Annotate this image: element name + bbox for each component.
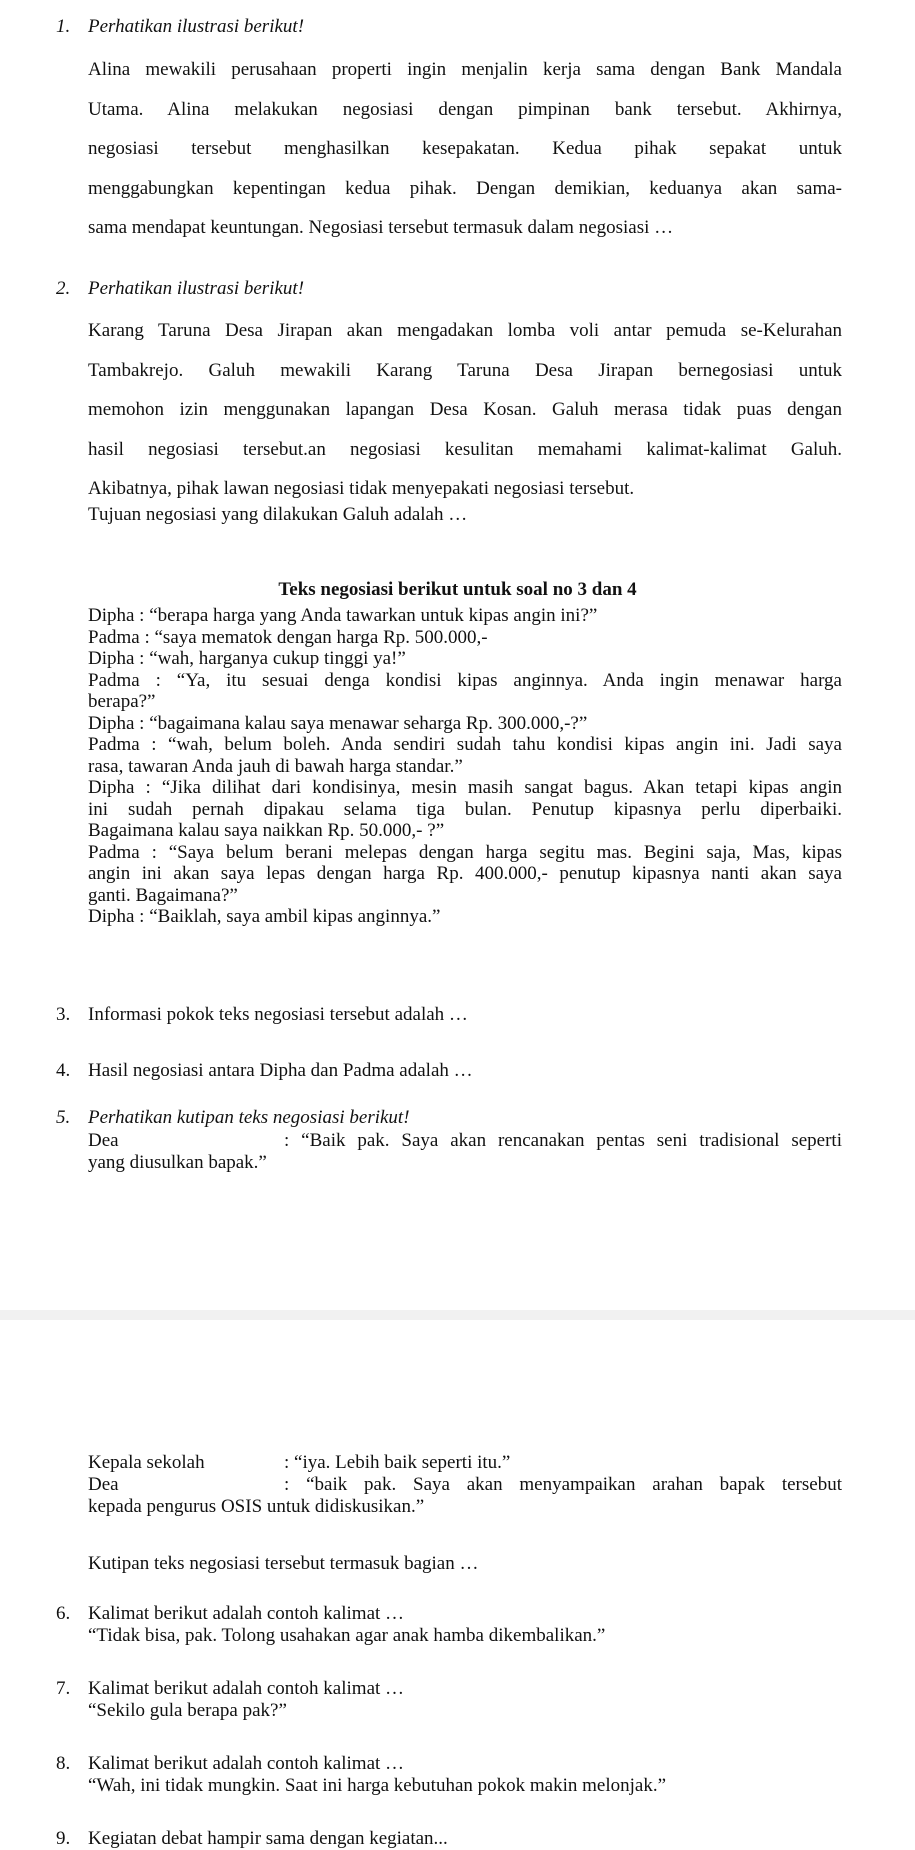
page-sheet-2 [0, 1320, 915, 1849]
q5-speech: : “iya. Lebih baik seperti itu.” [284, 1452, 511, 1473]
q5-speech: : “Baik pak. Saya akan rencanakan pentas seni tradisional seperti [284, 1130, 842, 1151]
q8-quote: “Wah, ini tidak mungkin. Saat ini harga kebutuhan pokok makin melonjak.” [88, 1775, 667, 1796]
q8-number: 8. [56, 1753, 71, 1774]
q8-text: Kalimat berikut adalah contoh kalimat … [88, 1753, 405, 1774]
dialogue-line: Padma : “Saya belum berani melepas dengan harga segitu mas. Begini saja, Mas, kipas [88, 841, 842, 863]
q5-speaker: Kepala sekolah [88, 1452, 205, 1473]
q1-line: menggabungkan kepentingan kedua pihak. Dengan demikian, keduanya akan sama- [88, 177, 842, 199]
dialogue-line: Dipha : “wah, harganya cukup tinggi ya!” [88, 648, 406, 669]
q2-line: hasil negosiasi tersebut.an negosiasi kesulitan memahami kalimat-kalimat Galuh. [88, 438, 842, 460]
q5-speaker: Dea [88, 1130, 119, 1151]
q2-prompt: Perhatikan ilustrasi berikut! [88, 278, 305, 299]
q4-text: Hasil negosiasi antara Dipha dan Padma adalah … [88, 1060, 473, 1081]
q5-dialogue-row [88, 1130, 842, 1152]
q2-line: Akibatnya, pihak lawan negosiasi tidak menyepakati negosiasi tersebut. [88, 478, 635, 499]
q2-line: Tambakrejo. Galuh mewakili Karang Taruna Desa Jirapan bernegosiasi untuk [88, 359, 842, 381]
q1-line: negosiasi tersebut menghasilkan kesepakatan. Kedua pihak sepakat untuk [88, 138, 842, 159]
q5-dialogue-row [88, 1474, 842, 1496]
dialogue-line: Padma : “Ya, itu sesuai denga kondisi kipas anginnya. Anda ingin menawar harga [88, 669, 842, 691]
q2-paragraph [88, 311, 842, 509]
dialogue-line: Dipha : “Jika dilihat dari kondisinya, mesin masih sangat bagus. Akan tetapi kipas angin [88, 777, 842, 798]
q1-line: Utama. Alina melakukan negosiasi dengan pimpinan bank tersebut. Akhirnya, [88, 98, 842, 120]
dialogue-line: Dipha : “Baiklah, saya ambil kipas anginnya.” [88, 906, 441, 927]
q5-dialogue-row [88, 1452, 842, 1474]
q6-quote: “Tidak bisa, pak. Tolong usahakan agar anak hamba dikembalikan.” [88, 1625, 606, 1646]
q3-number: 3. [56, 1004, 71, 1025]
q5-question: Kutipan teks negosiasi tersebut termasuk bagian … [88, 1553, 479, 1574]
q2-question: Tujuan negosiasi yang dilakukan Galuh adalah … [88, 504, 468, 525]
q5-speaker: Dea [88, 1474, 119, 1495]
q5-number: 5. [56, 1107, 71, 1128]
negotiation-title: Teks negosiasi berikut untuk soal no 3 dan 4 [278, 579, 637, 600]
q1-prompt: Perhatikan ilustrasi berikut! [88, 16, 305, 37]
q9-number: 9. [56, 1828, 71, 1849]
q2-number: 2. [56, 278, 71, 299]
dialogue-line: Padma : “wah, belum boleh. Anda sendiri sudah tahu kondisi kipas angin ini. Jadi saya [88, 734, 842, 755]
q3-text: Informasi pokok teks negosiasi tersebut adalah … [88, 1004, 468, 1025]
dialogue-line: Padma : “saya mematok dengan harga Rp. 500.000,- [88, 626, 488, 648]
q1-number: 1. [56, 16, 71, 37]
q1-paragraph [88, 50, 842, 248]
dialogue-line: angin ini akan saya lepas dengan harga Rp. 400.000,- penutup kipasnya nanti akan saya [88, 863, 842, 884]
negotiation-dialogue [88, 605, 842, 928]
dialogue-line: ganti. Bagaimana?” [88, 884, 238, 906]
dialogue-line: Dipha : “bagaimana kalau saya menawar seharga Rp. 300.000,-?” [88, 712, 588, 734]
page-separator [0, 1310, 915, 1320]
q7-quote: “Sekilo gula berapa pak?” [88, 1700, 287, 1721]
q5-speech-cont: kepada pengurus OSIS untuk didiskusikan.” [88, 1496, 425, 1517]
q2-line: Karang Taruna Desa Jirapan akan mengadakan lomba voli antar pemuda se-Kelurahan [88, 320, 842, 341]
q6-text: Kalimat berikut adalah contoh kalimat … [88, 1603, 405, 1624]
q1-line: sama mendapat keuntungan. Negosiasi tersebut termasuk dalam negosiasi … [88, 217, 674, 238]
q5-prompt: Perhatikan kutipan teks negosiasi berikut! [88, 1107, 410, 1128]
q5-speech-cont: yang diusulkan bapak.” [88, 1152, 267, 1173]
dialogue-line: rasa, tawaran Anda jauh di bawah harga standar.” [88, 755, 463, 777]
q5-speech: : “baik pak. Saya akan menyampaikan arahan bapak tersebut [284, 1474, 842, 1495]
dialogue-line: Dipha : “berapa harga yang Anda tawarkan untuk kipas angin ini?” [88, 605, 598, 626]
q2-line: memohon izin menggunakan lapangan Desa Kosan. Galuh merasa tidak puas dengan [88, 399, 842, 420]
dialogue-line: Bagaimana kalau saya naikkan Rp. 50.000,- ?” [88, 820, 445, 841]
dialogue-line: ini sudah pernah dipakau selama tiga bulan. Penutup kipasnya perlu diperbaiki. [88, 798, 842, 820]
q1-line: Alina mewakili perusahaan properti ingin menjalin kerja sama dengan Bank Mandala [88, 59, 842, 80]
q7-number: 7. [56, 1678, 71, 1699]
q6-number: 6. [56, 1603, 71, 1624]
q9-text: Kegiatan debat hampir sama dengan kegiatan... [88, 1828, 448, 1849]
q4-number: 4. [56, 1060, 71, 1081]
dialogue-line: berapa?” [88, 691, 156, 712]
q7-text: Kalimat berikut adalah contoh kalimat … [88, 1678, 405, 1699]
